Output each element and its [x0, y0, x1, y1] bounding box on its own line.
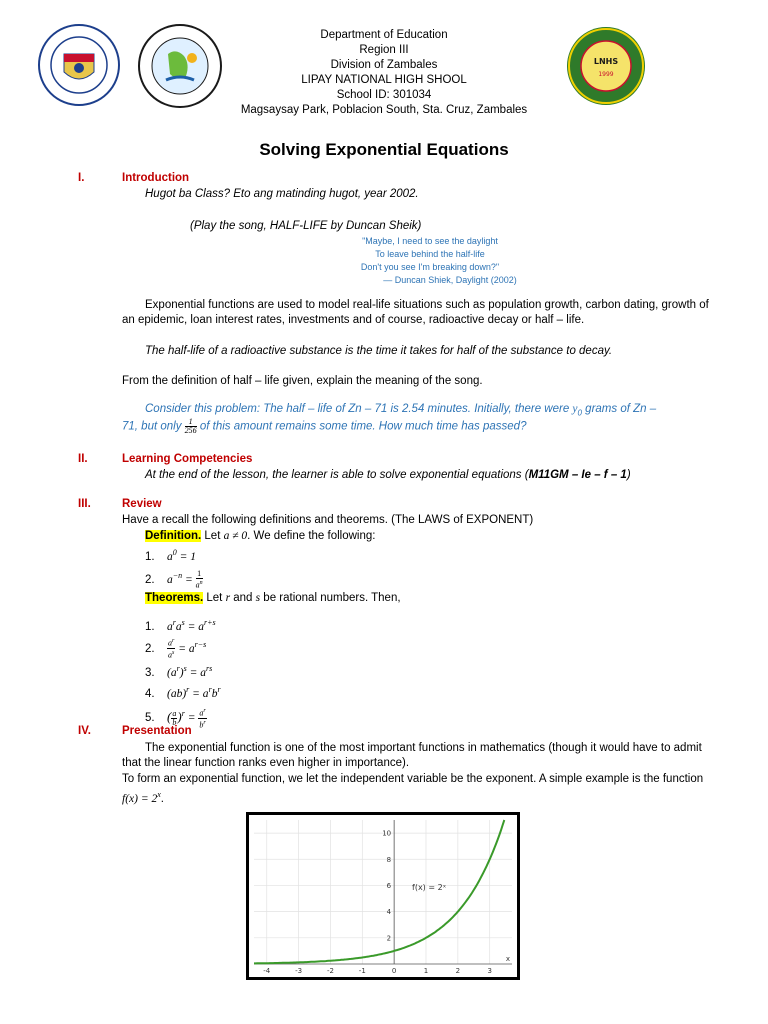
- competencies-text-part: ): [626, 469, 631, 481]
- definition-text: Let: [201, 530, 224, 542]
- list-item: [145, 660, 221, 682]
- definition-math: a ≠ 0: [223, 530, 248, 542]
- section-title-review: Review: [122, 498, 162, 510]
- y-tick-label: 8: [386, 855, 392, 864]
- problem-fraction: [185, 418, 197, 435]
- y-tick-label: 6: [386, 881, 392, 890]
- formula: ): [177, 709, 182, 725]
- formula-fraction: $\frac{a^r}{b^r}$: [199, 708, 206, 730]
- problem-text: grams of Zn –: [581, 403, 657, 415]
- section-number: I.: [78, 172, 85, 184]
- list-number: 4.: [145, 688, 155, 701]
- formula: $a^0 = 1$: [167, 548, 197, 563]
- presentation-math: f(x) = 2: [122, 792, 158, 805]
- list-number: 2.: [145, 573, 155, 586]
- section-title-presentation: Presentation: [122, 725, 192, 737]
- list-item: [145, 545, 203, 565]
- formula-fraction: $\frac{a^r}{a^s}$: [168, 638, 175, 660]
- list-item: [145, 682, 221, 704]
- formula-fraction: $\frac{a}{b}$: [172, 708, 177, 727]
- competencies-text-part: At the end of the lesson, the learner is able to solve exponential equations (: [145, 469, 529, 481]
- list-item: [145, 614, 221, 636]
- quote-line: Don't you see I'm breaking down?": [360, 262, 500, 272]
- definition-text: . We define the following:: [247, 530, 376, 542]
- header-line: School ID: 301034: [336, 89, 432, 101]
- definition-list: [145, 545, 203, 589]
- problem-text: Consider this problem: The half – life of Zn – 71 is 2.54 minutes. Initially, there were: [145, 403, 573, 415]
- presentation-paragraph-1: The exponential function is one of the most important functions in mathematics (though it would have to admit that the linear function ranks even higher in importance).: [122, 742, 702, 769]
- x-tick-label: 0: [391, 967, 397, 975]
- list-number: 3.: [145, 666, 155, 679]
- formula: $(ab)^r = a^rb^r$: [167, 685, 221, 701]
- header-line: LIPAY NATIONAL HIGH SHOOL: [301, 74, 467, 86]
- intro-line-2: (Play the song, HALF-LIFE by Duncan Sheik): [190, 220, 422, 232]
- formula: (: [167, 709, 172, 725]
- x-tick-label: 3: [487, 967, 492, 975]
- formula-fraction: $\frac{1}{a^n}$: [195, 568, 203, 590]
- theorems-var: r: [225, 592, 231, 604]
- fraction-numerator: 1: [185, 418, 197, 427]
- theorem-list: [145, 614, 221, 729]
- theorems-text: Let: [203, 592, 226, 604]
- list-number: 1.: [145, 620, 155, 633]
- formula: $(a^r)^s = a^{rs}$: [167, 663, 213, 679]
- formula: = $a^{r-s}$: [175, 639, 207, 655]
- presentation-text: .: [160, 792, 164, 805]
- school-header: [0, 28, 768, 118]
- competency-code: M11GM – Ie – f – 1: [528, 469, 627, 481]
- review-intro: Have a recall the following definitions and theorems. (The LAWS of EXPONENT): [122, 514, 534, 526]
- section-number: IV.: [78, 725, 92, 737]
- header-line: Region III: [359, 44, 409, 56]
- formula: $a^{-n}$ =: [167, 570, 196, 586]
- exponential-graph: [246, 812, 520, 980]
- x-tick-label: 2: [455, 967, 461, 975]
- intro-line-1: Hugot ba Class? Eto ang matinding hugot, year 2002.: [145, 188, 419, 200]
- x-tick-label: -2: [326, 967, 334, 975]
- school-seal-initials: LNHS: [593, 57, 619, 66]
- y-tick-label: 10: [382, 829, 392, 838]
- function-label: f(x) = 2ˣ: [412, 883, 447, 892]
- exponential-graph-svg: [246, 812, 520, 980]
- problem-variable: y: [572, 403, 578, 415]
- problem-subscript: 0: [577, 408, 582, 418]
- problem-text: of this amount remains some time. How much time has passed?: [196, 420, 527, 433]
- problem-text: 71, but only: [122, 420, 185, 433]
- intro-paragraph-2: The half-life of a radioactive substance is the time it takes for half of the substance to decay.: [145, 345, 613, 357]
- section-number: III.: [78, 498, 91, 510]
- definition-line: [145, 529, 745, 544]
- presentation-paragraph-2: [122, 772, 722, 807]
- section-title-introduction: Introduction: [122, 172, 190, 184]
- competencies-text: [145, 468, 745, 483]
- school-seal-year: 1999: [598, 71, 614, 78]
- problem-line-2: [122, 418, 722, 435]
- theorems-text: and: [230, 592, 256, 604]
- intro-paragraph-3: From the definition of half – life given, explain the meaning of the song.: [122, 375, 483, 387]
- theorems-label: Theorems.: [145, 592, 204, 604]
- header-line: Magsaysay Park, Poblacion South, Sta. Cruz, Zambales: [240, 104, 528, 116]
- theorems-var: s: [255, 592, 261, 604]
- song-quote: [300, 235, 560, 287]
- x-tick-label: 1: [423, 967, 429, 975]
- quote-line: To leave behind the half-life: [375, 249, 485, 259]
- y-tick-label: 2: [386, 934, 392, 943]
- list-item: [145, 636, 221, 660]
- presentation-math-exponent: x: [157, 790, 161, 799]
- list-number: 2.: [145, 642, 155, 655]
- intro-paragraph-1: Exponential functions are used to model real-life situations such as population growth, carbon dating, growth of an epidemic, loan interest rates, investments and of course, radioactive decay or half – life.: [122, 299, 709, 326]
- x-axis-label: x: [505, 955, 510, 963]
- formula: $a^ra^s = a^{r+s}$: [167, 618, 216, 633]
- quote-line: "Maybe, I need to see the daylight: [362, 236, 498, 246]
- definition-label: Definition.: [145, 530, 202, 542]
- section-title-competencies: Learning Competencies: [122, 453, 253, 465]
- section-number: II.: [78, 453, 88, 465]
- list-item: 5. ( $\frac{a}{b}$ )$^r$ = $\frac{a^r}{b^r}$: [145, 708, 206, 730]
- fraction-denominator: 256: [184, 426, 197, 435]
- presentation-text: To form an exponential function, we let the independent variable be the exponent. A simple example is the function: [122, 773, 704, 785]
- page-title: Solving Exponential Equations: [259, 140, 509, 159]
- theorems-text: be rational numbers. Then,: [260, 592, 401, 604]
- quote-line: — Duncan Shiek, Daylight (2002): [383, 275, 517, 285]
- list-number: 5.: [145, 712, 155, 725]
- y-tick-label: 4: [386, 908, 392, 917]
- list-item: [145, 568, 203, 590]
- x-tick-label: -1: [358, 967, 366, 975]
- header-line: Division of Zambales: [330, 59, 438, 71]
- x-tick-label: -4: [263, 967, 271, 975]
- list-number: 1.: [145, 550, 155, 563]
- theorems-line: [145, 591, 745, 606]
- x-tick-label: -3: [295, 967, 303, 975]
- header-line: Department of Education: [320, 29, 448, 41]
